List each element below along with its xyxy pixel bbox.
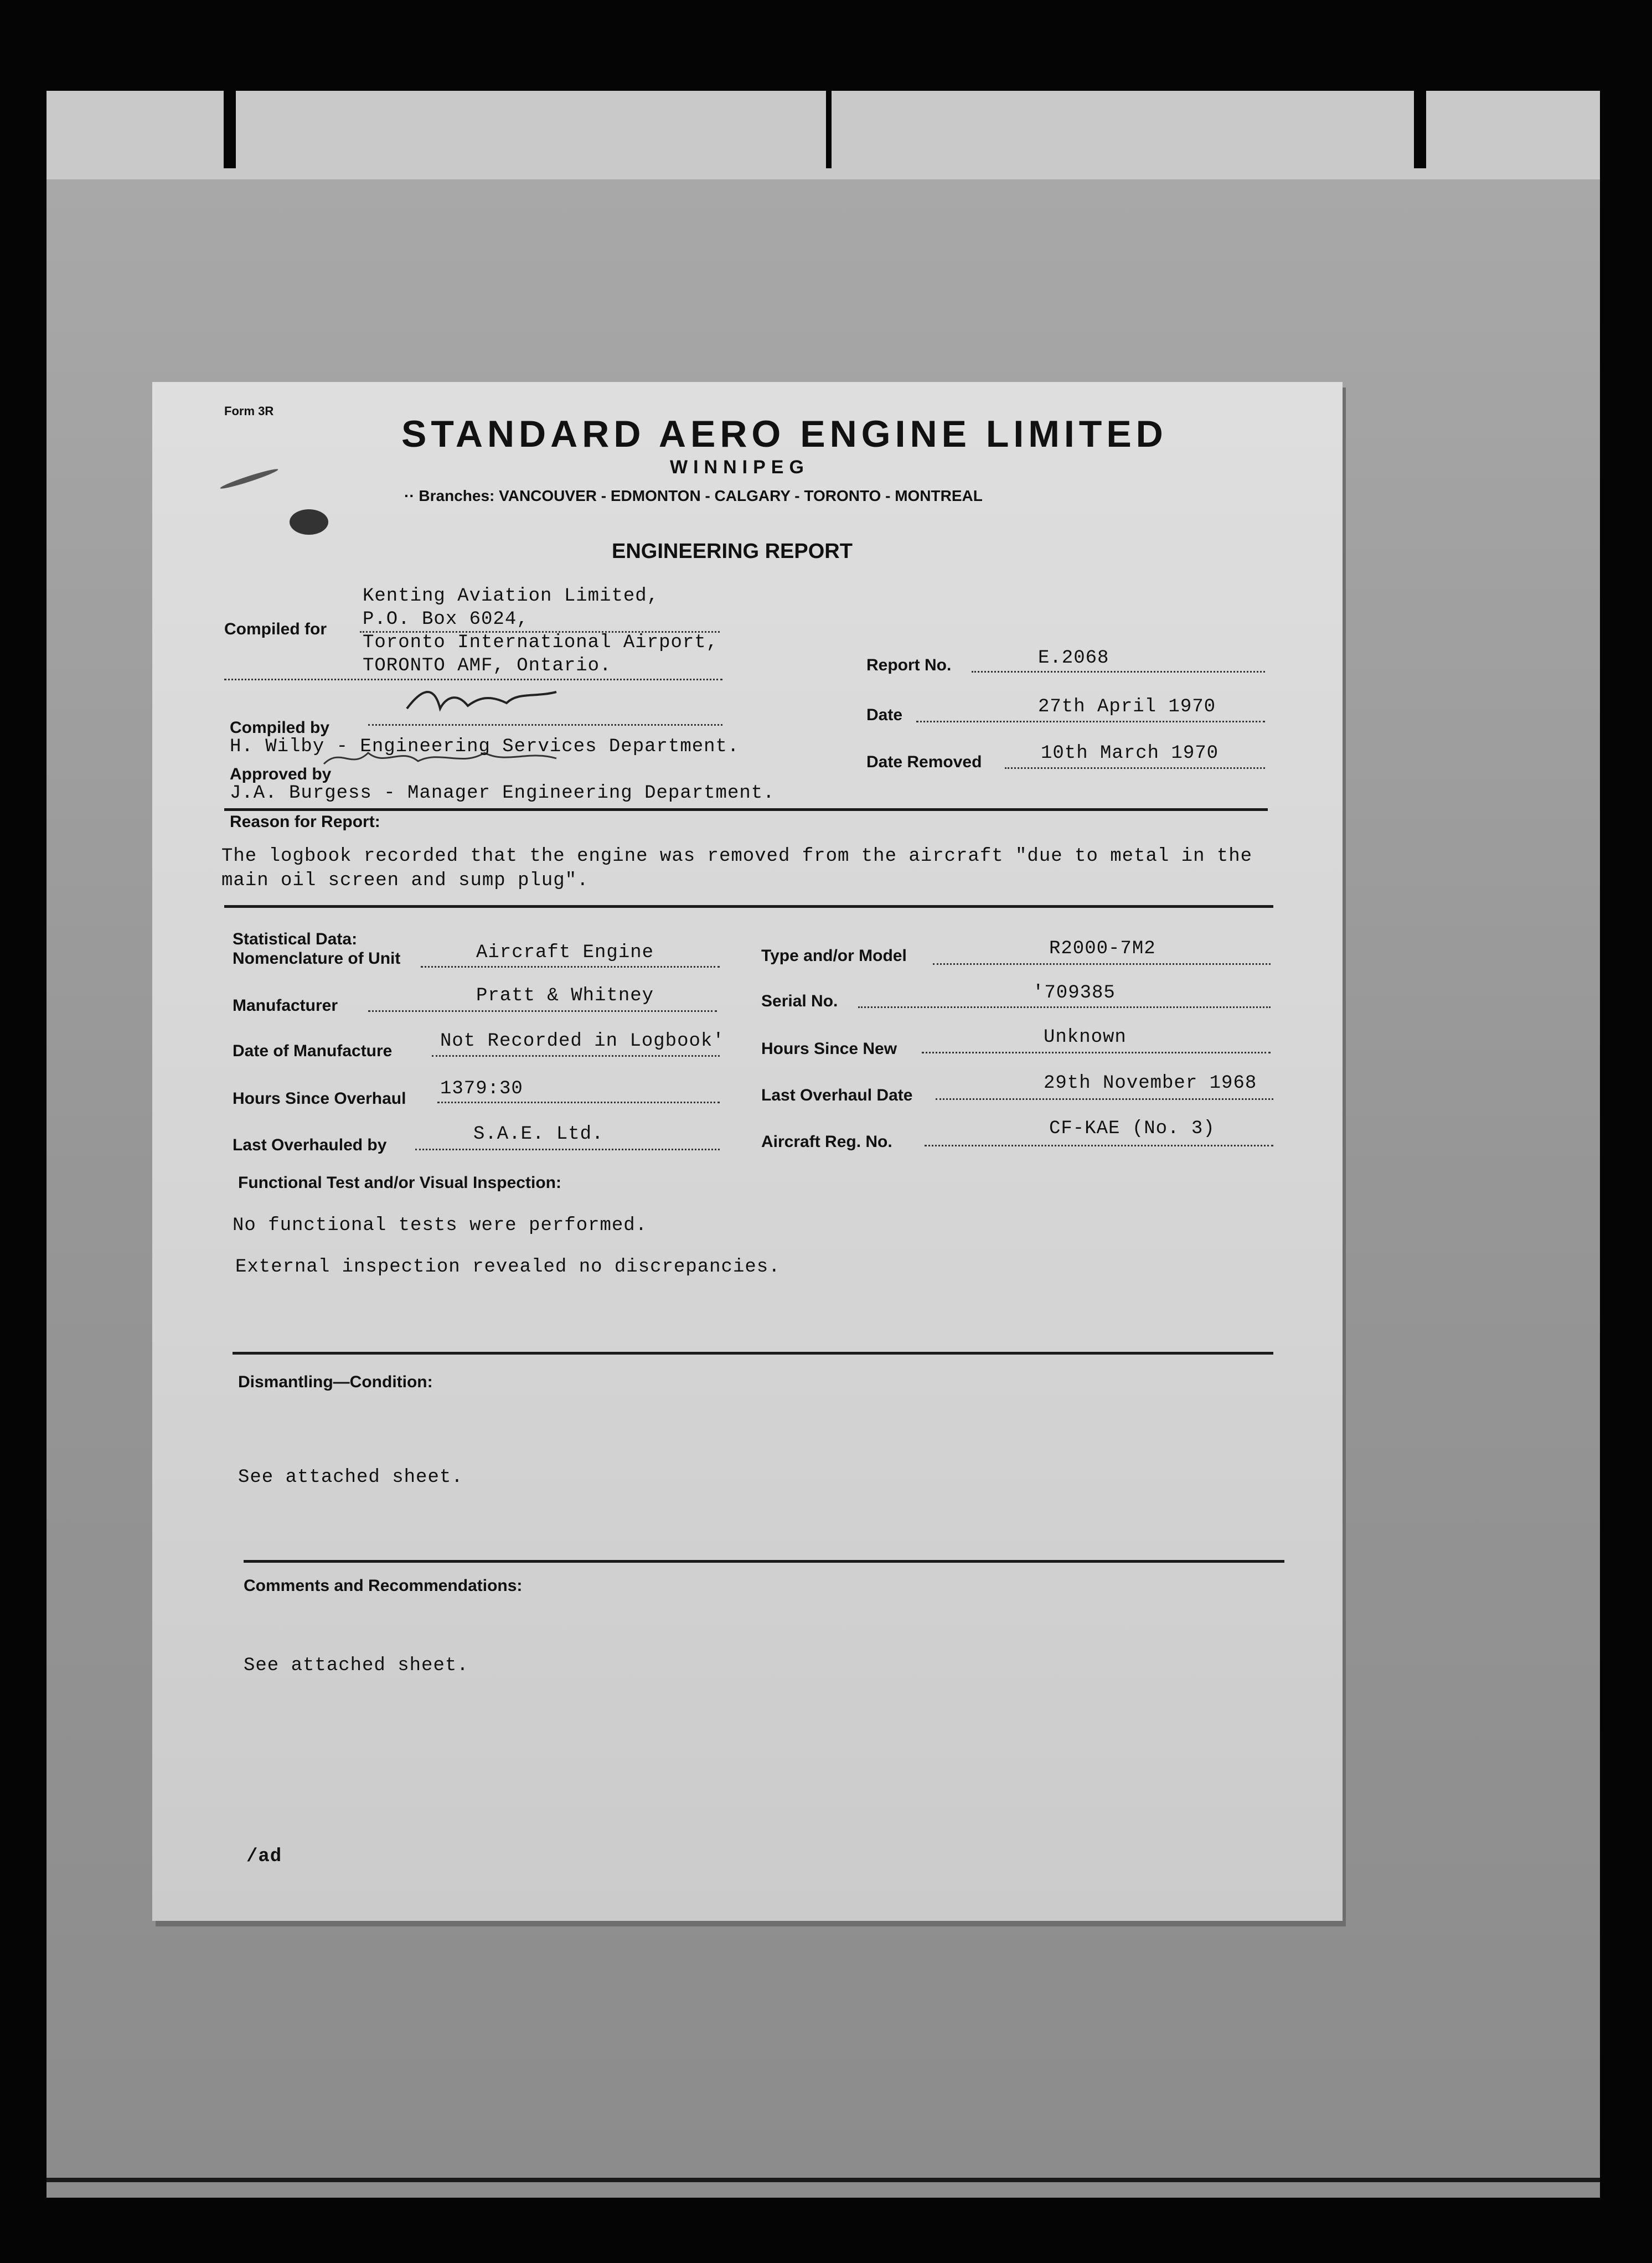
- section-rule: [224, 905, 1273, 908]
- date-removed-label: Date Removed: [866, 753, 982, 771]
- reason-line: The logbook recorded that the engine was removed from the aircraft "due to metal in the: [221, 846, 1253, 867]
- branch-list: ·· Branches: VANCOUVER - EDMONTON - CALGARY - TORONTO - MONTREAL: [404, 487, 983, 504]
- compiled-by-value: H. Wilby - Engineering Services Department.: [230, 736, 740, 757]
- aircraft-reg-label: Aircraft Reg. No.: [761, 1133, 892, 1151]
- functional-label: Functional Test and/or Visual Inspection:: [238, 1174, 561, 1192]
- film-divider: [224, 91, 236, 168]
- hours-new-label: Hours Since New: [761, 1040, 897, 1058]
- report-no-value: E.2068: [1038, 648, 1109, 669]
- reason-line: main oil screen and sump plug".: [221, 870, 589, 891]
- field-underline: [437, 1102, 720, 1103]
- engineering-report-sheet: [152, 382, 1343, 1921]
- last-overhaul-date-label: Last Overhaul Date: [761, 1086, 913, 1104]
- film-divider: [1414, 91, 1426, 168]
- last-overhauled-by-value: S.A.E. Ltd.: [473, 1124, 604, 1145]
- ink-smudge: [290, 509, 328, 535]
- field-underline: [925, 1145, 1273, 1146]
- field-underline: [368, 724, 722, 726]
- comments-label: Comments and Recommendations:: [244, 1577, 523, 1595]
- mfg-date-value: Not Recorded in Logbook': [440, 1031, 725, 1052]
- nomenclature-label: Nomenclature of Unit: [233, 949, 401, 968]
- nomenclature-value: Aircraft Engine: [476, 942, 654, 963]
- type-label: Type and/or Model: [761, 947, 907, 965]
- signature-wilby: [401, 681, 567, 720]
- film-divider: [826, 91, 832, 168]
- hours-overhaul-label: Hours Since Overhaul: [233, 1089, 406, 1108]
- ink-smudge: [219, 467, 279, 491]
- dismantling-label: Dismantling—Condition:: [238, 1373, 433, 1391]
- date-label: Date: [866, 706, 903, 724]
- section-rule: [233, 1352, 1273, 1355]
- field-underline: [415, 1149, 720, 1150]
- type-value: R2000-7M2: [1049, 938, 1156, 959]
- hours-new-value: Unknown: [1044, 1027, 1127, 1048]
- last-overhaul-date-value: 29th November 1968: [1044, 1073, 1257, 1094]
- dismantling-text: See attached sheet.: [238, 1467, 463, 1488]
- comments-text: See attached sheet.: [244, 1655, 469, 1676]
- approved-by-label: Approved by: [230, 765, 332, 783]
- aircraft-reg-value: CF-KAE (No. 3): [1049, 1118, 1215, 1139]
- compiled-for-line: P.O. Box 6024,: [363, 609, 529, 630]
- company-name: STANDARD AERO ENGINE LIMITED: [401, 413, 1168, 455]
- field-underline: [360, 631, 720, 633]
- film-top-band: [47, 91, 1600, 179]
- manufacturer-value: Pratt & Whitney: [476, 985, 654, 1006]
- field-underline: [922, 1052, 1271, 1053]
- field-underline: [933, 963, 1271, 965]
- field-underline: [1005, 767, 1265, 769]
- field-underline: [936, 1098, 1273, 1100]
- field-underline: [224, 679, 722, 680]
- date-removed-value: 10th March 1970: [1041, 743, 1219, 764]
- date-value: 27th April 1970: [1038, 696, 1216, 717]
- functional-line: External inspection revealed no discrepancies.: [235, 1257, 781, 1278]
- section-rule: [244, 1560, 1284, 1563]
- mfg-date-label: Date of Manufacture: [233, 1042, 393, 1060]
- approved-by-value: J.A. Burgess - Manager Engineering Department.: [230, 783, 775, 804]
- serial-value: '709385: [1032, 983, 1116, 1004]
- compiled-by-label: Compiled by: [230, 719, 330, 737]
- compiled-for-line: Kenting Aviation Limited,: [363, 586, 659, 607]
- compiled-for-line: TORONTO AMF, Ontario.: [363, 655, 612, 676]
- field-underline: [858, 1006, 1271, 1008]
- last-overhauled-by-label: Last Overhauled by: [233, 1136, 387, 1154]
- compiled-for-line: Toronto International Airport,: [363, 632, 719, 653]
- field-underline: [432, 1055, 720, 1057]
- report-title: ENGINEERING REPORT: [612, 540, 853, 563]
- reason-label: Reason for Report:: [230, 813, 380, 831]
- statistical-label: Statistical Data:: [233, 930, 358, 948]
- form-number: Form 3R: [224, 404, 274, 418]
- field-underline: [916, 721, 1265, 722]
- manufacturer-label: Manufacturer: [233, 996, 338, 1015]
- company-city: WINNIPEG: [670, 457, 809, 478]
- report-no-label: Report No.: [866, 656, 952, 674]
- field-underline: [421, 966, 720, 968]
- serial-label: Serial No.: [761, 992, 838, 1010]
- section-rule: [224, 808, 1268, 811]
- functional-line: No functional tests were performed.: [233, 1215, 648, 1236]
- film-edge-line: [47, 2178, 1600, 2182]
- field-underline: [972, 671, 1265, 673]
- typist-initials: /ad: [246, 1846, 282, 1867]
- compiled-for-label: Compiled for: [224, 620, 327, 638]
- hours-overhaul-value: 1379:30: [440, 1078, 523, 1099]
- field-underline: [368, 1010, 717, 1012]
